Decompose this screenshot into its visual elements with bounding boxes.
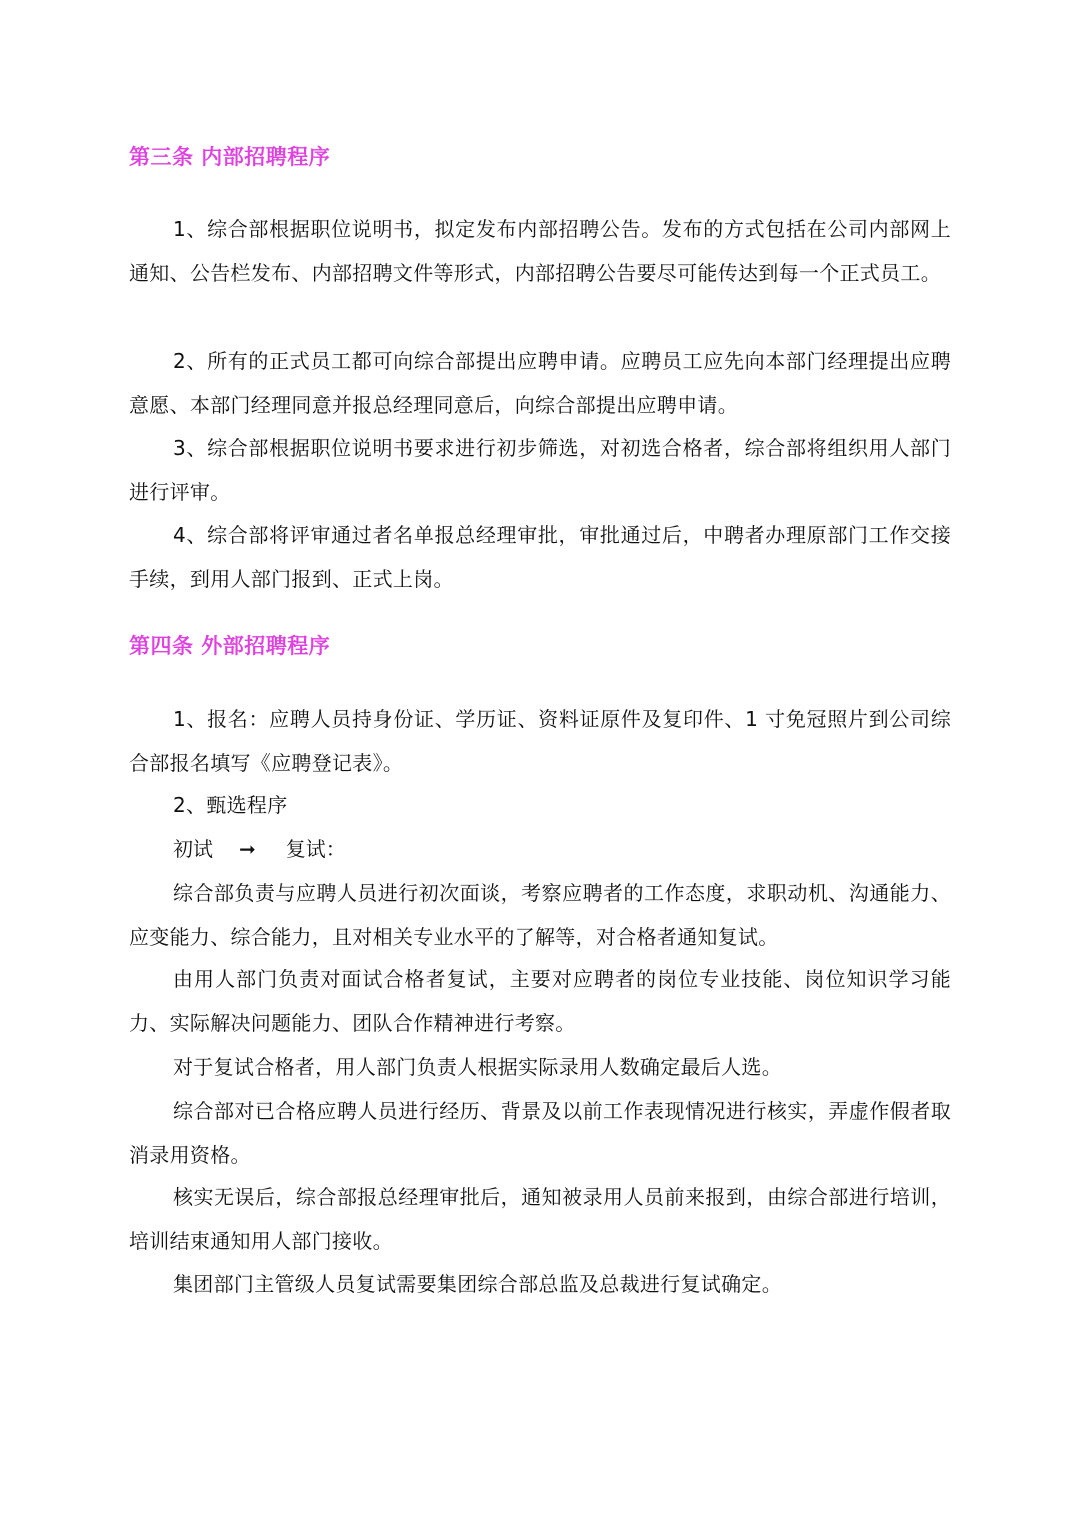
section-4-item-2: 2、甄选程序	[173, 793, 288, 817]
detail-paragraph-4: 综合部对已合格应聘人员进行经历、背景及以前工作表现情况进行核实，弄虚作假者取消录用资格。	[129, 1099, 951, 1167]
detail-paragraph-1: 综合部负责与应聘人员进行初次面谈，考察应聘者的工作态度，求职动机、沟通能力、应变能力、综合能力，且对相关专业水平的了解等，对合格者通知复试。	[129, 881, 951, 949]
section-4-item-1: 1、报名：应聘人员持身份证、学历证、资料证原件及复印件、1 寸免冠照片到公司综合部报名填写《应聘登记表》。	[129, 707, 951, 775]
flow-step-second: 复试：	[285, 837, 346, 861]
flow-step-initial: 初试	[173, 837, 213, 861]
section-4-heading: 第四条 外部招聘程序	[129, 634, 331, 658]
detail-paragraph-6: 集团部门主管级人员复试需要集团综合部总监及总裁进行复试确定。	[173, 1272, 782, 1296]
section-3-item-3: 3、综合部根据职位说明书要求进行初步筛选，对初选合格者，综合部将组织用人部门进行评审。	[129, 436, 951, 504]
detail-paragraph-5: 核实无误后，综合部报总经理审批后，通知被录用人员前来报到，由综合部进行培训，培训结束通知用人部门接收。	[129, 1185, 951, 1253]
detail-paragraph-3: 对于复试合格者，用人部门负责人根据实际录用人数确定最后人选。	[173, 1055, 782, 1079]
section-3-heading: 第三条 内部招聘程序	[129, 145, 331, 169]
section-3-item-2: 2、所有的正式员工都可向综合部提出应聘申请。应聘员工应先向本部门经理提出应聘意愿、本部门经理同意并报总经理同意后，向综合部提出应聘申请。	[129, 349, 951, 417]
arrow-right-icon: ➞	[239, 837, 256, 861]
screening-flow	[173, 827, 346, 871]
section-3-item-1: 1、综合部根据职位说明书，拟定发布内部招聘公告。发布的方式包括在公司内部网上通知、公告栏发布、内部招聘文件等形式，内部招聘公告要尽可能传达到每一个正式员工。	[129, 217, 951, 285]
detail-paragraph-2: 由用人部门负责对面试合格者复试，主要对应聘者的岗位专业技能、岗位知识学习能力、实际解决问题能力、团队合作精神进行考察。	[129, 967, 951, 1035]
section-3-item-4: 4、综合部将评审通过者名单报总经理审批，审批通过后，中聘者办理原部门工作交接手续，到用人部门报到、正式上岗。	[129, 523, 951, 591]
